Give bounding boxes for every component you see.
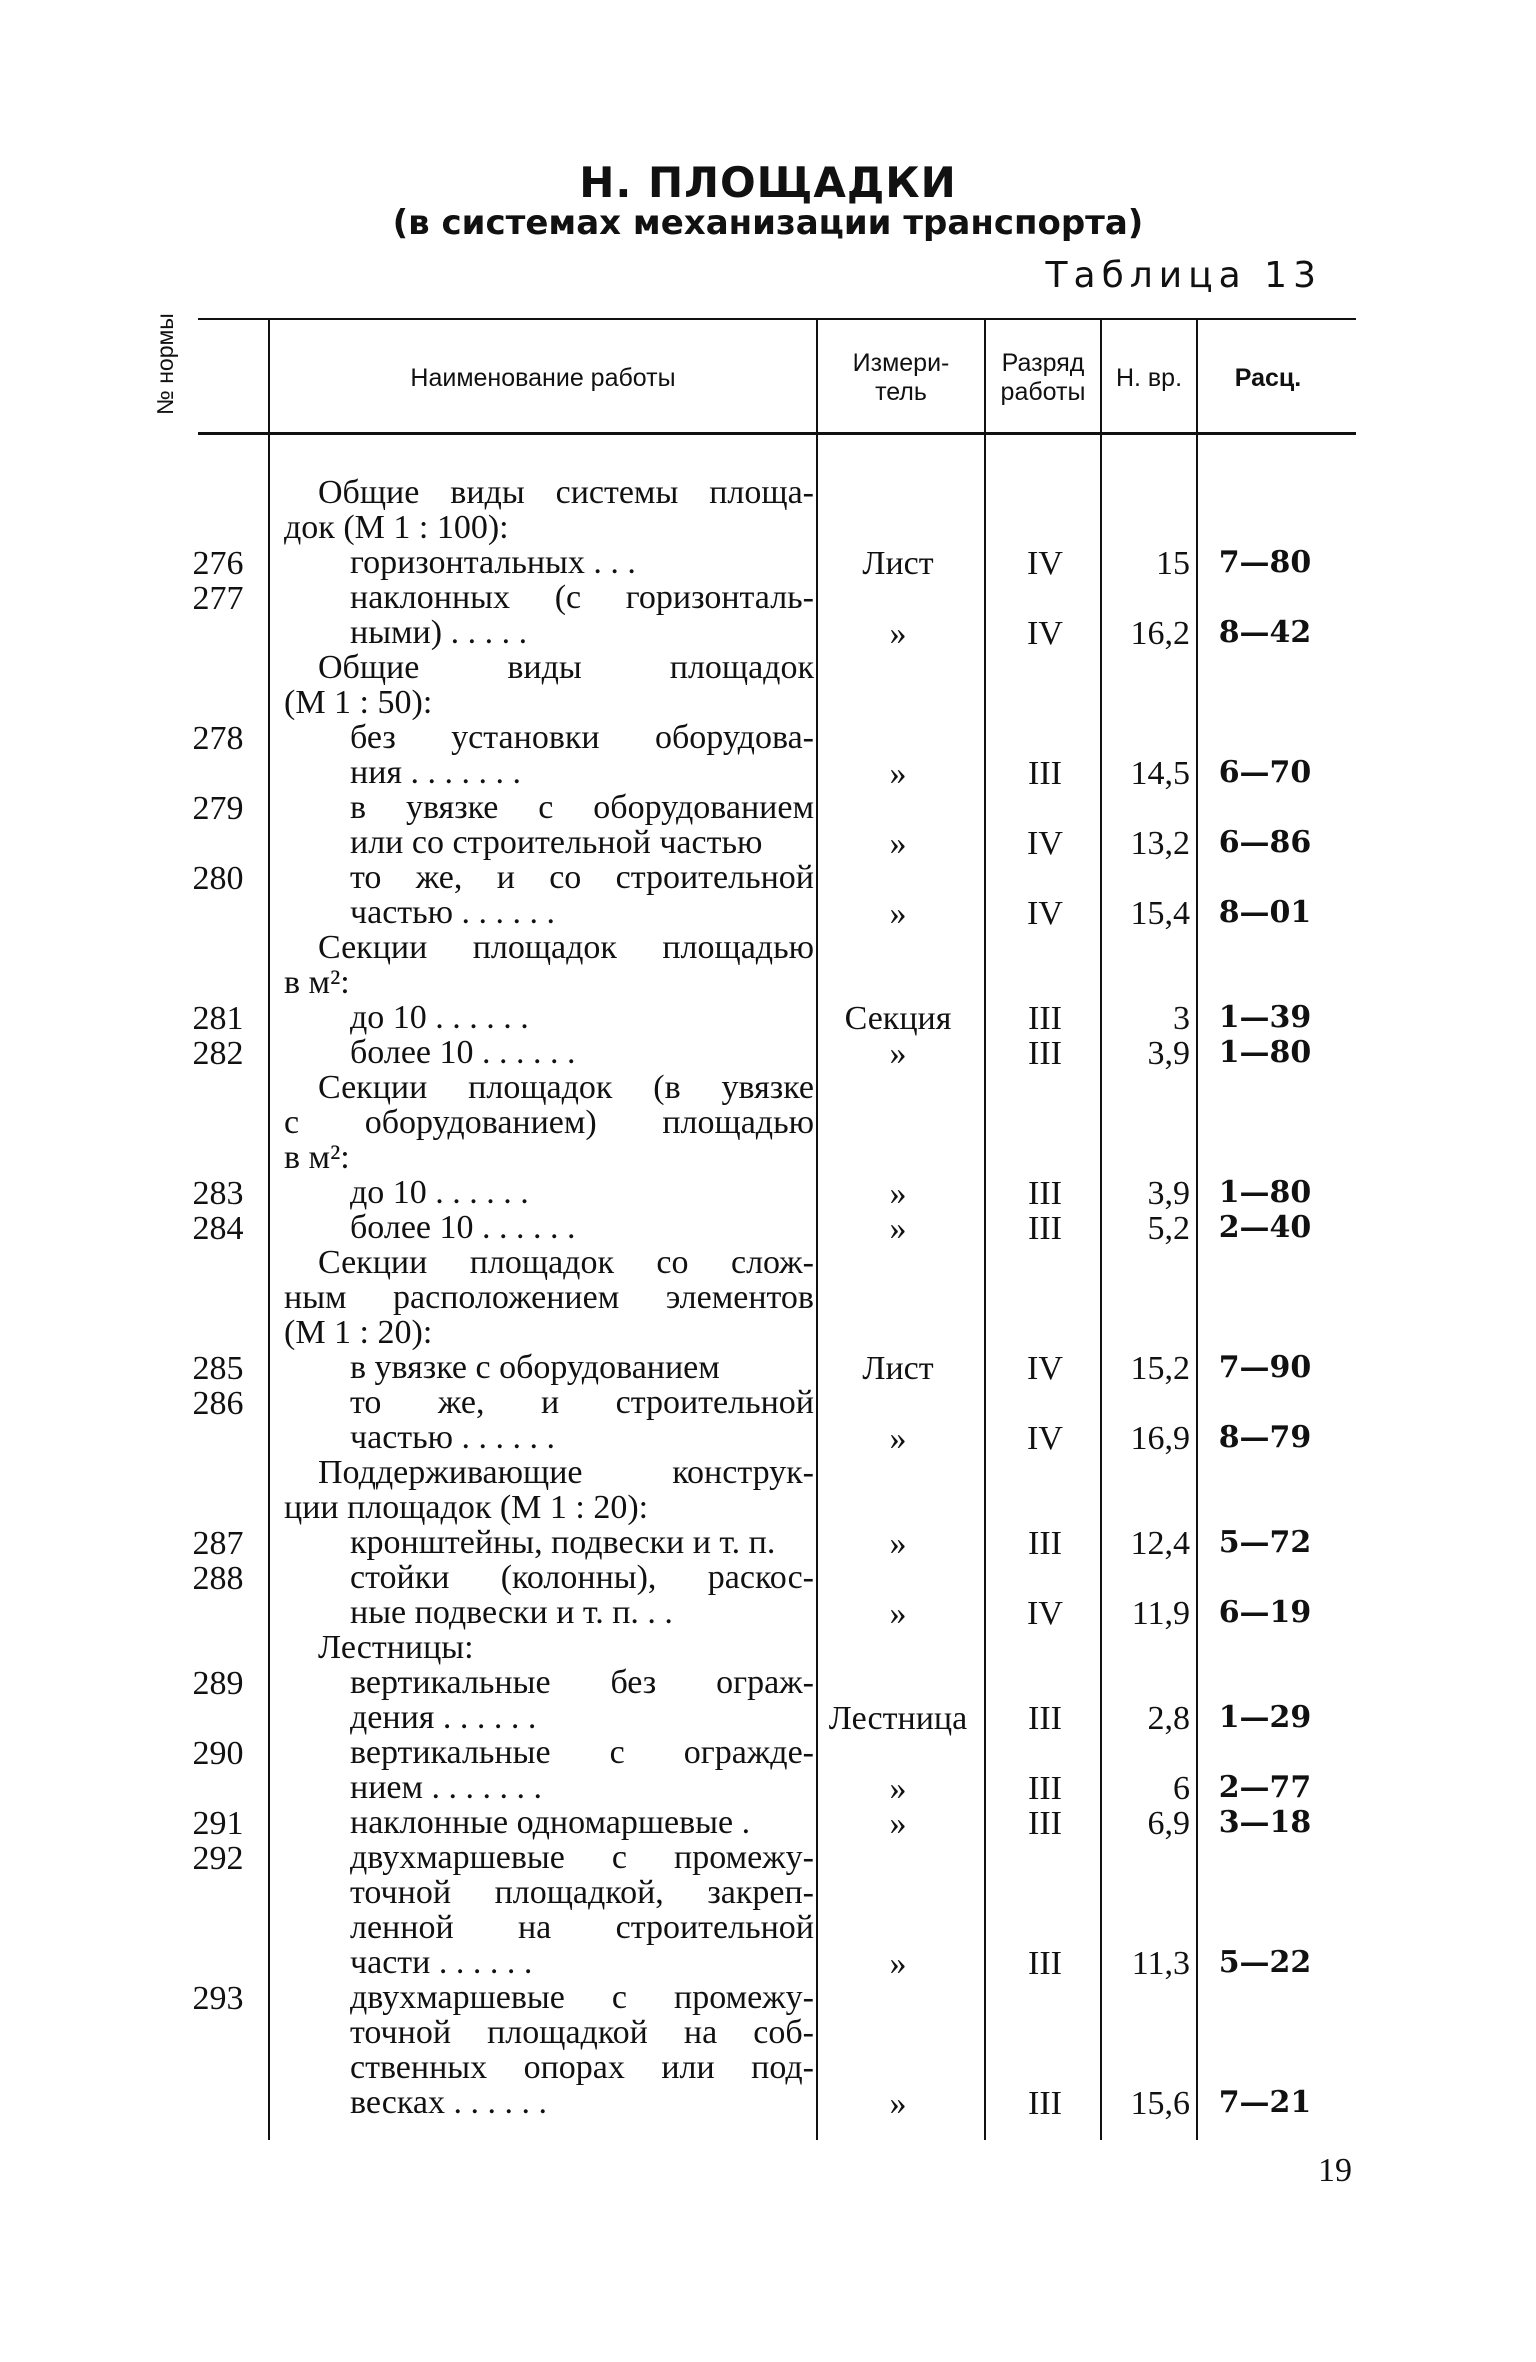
rate: 1—80: [1218, 1035, 1312, 1070]
header-name: Наименование работы: [410, 363, 676, 392]
time-norm: 3,9: [1147, 1175, 1190, 1212]
text-line: стойки (колонны), раскос-: [350, 1560, 814, 1595]
work-name: [284, 580, 814, 650]
norm-number: 285: [192, 1350, 244, 1387]
measure-unit: Лист: [862, 545, 934, 582]
measure-unit: »: [889, 1945, 907, 1982]
norm-number: 290: [192, 1735, 244, 1772]
text-line: части . . . . . .: [350, 1945, 533, 1980]
rate: 8—79: [1218, 1420, 1312, 1455]
work-grade: IV: [1027, 895, 1063, 932]
rate: 8—01: [1218, 895, 1312, 930]
group-heading: [284, 1630, 814, 1665]
rate: 8—42: [1218, 615, 1312, 650]
col-divider-measure: [984, 320, 986, 2140]
section-subtitle: (в системах механизации транспорта): [392, 203, 1144, 243]
group-heading: [284, 1455, 814, 1525]
work-name: [284, 1735, 814, 1805]
work-grade: IV: [1027, 1420, 1063, 1457]
work-grade: IV: [1027, 1595, 1063, 1632]
rate: 6—86: [1218, 825, 1312, 860]
work-name: [284, 1000, 814, 1035]
work-grade: IV: [1027, 825, 1063, 862]
text-line: точной площадкой на соб-: [350, 2015, 814, 2050]
work-name: [284, 1175, 814, 1210]
work-grade: III: [1028, 2085, 1062, 2122]
rate: 2—77: [1218, 1770, 1312, 1805]
norm-number: 276: [192, 545, 244, 582]
col-divider-grade: [1100, 320, 1102, 2140]
text-line: Общие виды площадок: [318, 650, 814, 685]
rate: 1—39: [1218, 1000, 1312, 1035]
table-label: Таблица 13: [1045, 255, 1322, 296]
norm-number: 292: [192, 1840, 244, 1877]
col-divider-hours: [1196, 320, 1198, 2140]
work-name: [284, 720, 814, 790]
norm-number: 280: [192, 860, 244, 897]
text-line: наклонных (с горизонталь-: [350, 580, 814, 615]
measure-unit: »: [889, 1175, 907, 1212]
text-line: Секции площадок (в увязке: [318, 1070, 814, 1105]
rate: 7—90: [1218, 1350, 1312, 1385]
norm-number: 293: [192, 1980, 244, 2017]
rate: 1—80: [1218, 1175, 1312, 1210]
text-line: (М 1 : 20):: [284, 1315, 433, 1350]
work-name: [284, 1525, 814, 1560]
time-norm: 2,8: [1147, 1700, 1190, 1737]
text-line: горизонтальных . . .: [350, 545, 636, 580]
text-line: Секции площадок со слож-: [318, 1245, 814, 1280]
time-norm: 15,4: [1130, 895, 1190, 932]
work-name: [284, 790, 814, 860]
work-grade: III: [1028, 1525, 1062, 1562]
work-name: [284, 1665, 814, 1735]
measure-unit: Секция: [844, 1000, 952, 1037]
time-norm: 16,9: [1130, 1420, 1190, 1457]
measure-unit: »: [889, 1210, 907, 1247]
rate: 5—72: [1218, 1525, 1312, 1560]
work-grade: III: [1028, 1770, 1062, 1807]
text-line: Секции площадок площадью: [318, 930, 814, 965]
measure-unit: »: [889, 755, 907, 792]
text-line: в м²:: [284, 1140, 350, 1175]
time-norm: 11,3: [1131, 1945, 1190, 1982]
norm-number: 291: [192, 1805, 244, 1842]
measure-unit: »: [889, 615, 907, 652]
text-line: более 10 . . . . . .: [350, 1035, 576, 1070]
measure-unit: »: [889, 2085, 907, 2122]
text-line: ным расположением элементов: [284, 1280, 814, 1315]
header-hours: Н. вр.: [1115, 363, 1183, 392]
text-line: нием . . . . . . .: [350, 1770, 542, 1805]
time-norm: 12,4: [1130, 1525, 1190, 1562]
norm-number: 288: [192, 1560, 244, 1597]
norm-number: 277: [192, 580, 244, 617]
text-line: кронштейны, подвески и т. п.: [350, 1525, 776, 1560]
work-grade: III: [1028, 1945, 1062, 1982]
rate: 6—70: [1218, 755, 1312, 790]
header-num: № нормы: [152, 313, 178, 415]
measure-unit: Лист: [862, 1350, 934, 1387]
rate: 3—18: [1218, 1805, 1312, 1840]
work-grade: III: [1028, 1700, 1062, 1737]
text-line: вертикальные с огражде-: [350, 1735, 814, 1770]
norm-number: 279: [192, 790, 244, 827]
time-norm: 5,2: [1147, 1210, 1190, 1247]
header-pay: Расц.: [1234, 363, 1302, 392]
norm-number: 278: [192, 720, 244, 757]
work-name: [284, 1210, 814, 1245]
text-line: ные подвески и т. п. . .: [350, 1595, 673, 1630]
text-line: дения . . . . . .: [350, 1700, 537, 1735]
text-line: (М 1 : 50):: [284, 685, 433, 720]
work-grade: III: [1028, 1210, 1062, 1247]
section-title: Н. ПЛОЩАДКИ: [579, 158, 957, 207]
rate: 7—21: [1218, 2085, 1312, 2120]
norm-number: 283: [192, 1175, 244, 1212]
work-grade: III: [1028, 1000, 1062, 1037]
rate: 6—19: [1218, 1595, 1312, 1630]
measure-unit: »: [889, 1595, 907, 1632]
measure-unit: »: [889, 1770, 907, 1807]
time-norm: 15: [1156, 545, 1190, 582]
text-line: док (М 1 : 100):: [284, 510, 509, 545]
text-line: до 10 . . . . . .: [350, 1000, 529, 1035]
work-grade: III: [1028, 1175, 1062, 1212]
work-name: [284, 860, 814, 930]
time-norm: 11,9: [1131, 1595, 1190, 1632]
text-line: в увязке с оборудованием: [350, 1350, 720, 1385]
work-name: [284, 1035, 814, 1070]
text-line: или со строительной частью: [350, 825, 763, 860]
text-line: частью . . . . . .: [350, 1420, 556, 1455]
text-line: ственных опорах или под-: [350, 2050, 814, 2085]
table-top-rule: [198, 318, 1356, 320]
text-line: с оборудованием) площадью: [284, 1105, 814, 1140]
work-name: [284, 1840, 814, 1980]
work-grade: III: [1028, 1035, 1062, 1072]
measure-unit: »: [889, 1525, 907, 1562]
measure-unit: »: [889, 825, 907, 862]
work-name: [284, 1350, 814, 1385]
text-line: то же, и строительной: [350, 1385, 814, 1420]
work-grade: IV: [1027, 1350, 1063, 1387]
norm-number: 284: [192, 1210, 244, 1247]
text-line: наклонные одномаршевые .: [350, 1805, 751, 1840]
page-number: 19: [1318, 2152, 1352, 2189]
norm-number: 287: [192, 1525, 244, 1562]
measure-unit: Лестница: [828, 1700, 968, 1737]
work-name: [284, 1385, 814, 1455]
rate: 7—80: [1218, 545, 1312, 580]
text-line: точной площадкой, закреп-: [350, 1875, 814, 1910]
header-grade: Разряд работы: [1000, 349, 1086, 406]
col-divider-num: [268, 320, 270, 2140]
time-norm: 15,2: [1130, 1350, 1190, 1387]
norm-number: 286: [192, 1385, 244, 1422]
measure-unit: »: [889, 1805, 907, 1842]
work-name: [284, 1980, 814, 2120]
measure-unit: »: [889, 1035, 907, 1072]
measure-unit: »: [889, 1420, 907, 1457]
work-grade: IV: [1027, 615, 1063, 652]
work-grade: IV: [1027, 545, 1063, 582]
time-norm: 15,6: [1130, 2085, 1190, 2122]
header-measure: Измери- тель: [852, 349, 950, 406]
norm-number: 281: [192, 1000, 244, 1037]
group-heading: [284, 650, 814, 720]
text-line: ции площадок (М 1 : 20):: [284, 1490, 649, 1525]
time-norm: 14,5: [1130, 755, 1190, 792]
group-heading: [284, 475, 814, 545]
time-norm: 3,9: [1147, 1035, 1190, 1072]
work-grade: III: [1028, 755, 1062, 792]
rate: 5—22: [1218, 1945, 1312, 1980]
text-line: ленной на строительной: [350, 1910, 814, 1945]
group-heading: [284, 1245, 814, 1350]
work-name: [284, 545, 814, 580]
rate: 1—29: [1218, 1700, 1312, 1735]
text-line: частью . . . . . .: [350, 895, 556, 930]
measure-unit: »: [889, 895, 907, 932]
text-line: Поддерживающие конструк-: [318, 1455, 814, 1490]
time-norm: 3: [1173, 1000, 1190, 1037]
time-norm: 6,9: [1147, 1805, 1190, 1842]
time-norm: 16,2: [1130, 615, 1190, 652]
time-norm: 6: [1173, 1770, 1190, 1807]
work-name: [284, 1560, 814, 1630]
text-line: вертикальные без ограж-: [350, 1665, 814, 1700]
group-heading: [284, 1070, 814, 1175]
text-line: в увязке с оборудованием: [350, 790, 814, 825]
text-line: без установки оборудова-: [350, 720, 814, 755]
work-name: [284, 1805, 814, 1840]
text-line: весках . . . . . .: [350, 2085, 547, 2120]
rate: 2—40: [1218, 1210, 1312, 1245]
text-line: ния . . . . . . .: [350, 755, 522, 790]
text-line: двухмаршевые с промежу-: [350, 1980, 814, 2015]
text-line: двухмаршевые с промежу-: [350, 1840, 814, 1875]
text-line: до 10 . . . . . .: [350, 1175, 529, 1210]
group-heading: [284, 930, 814, 1000]
text-line: ными) . . . . .: [350, 615, 528, 650]
time-norm: 13,2: [1130, 825, 1190, 862]
text-line: Лестницы:: [318, 1630, 474, 1665]
norm-number: 282: [192, 1035, 244, 1072]
text-line: Общие виды системы площа-: [318, 475, 814, 510]
text-line: то же, и со строительной: [350, 860, 814, 895]
norm-number: 289: [192, 1665, 244, 1702]
text-line: более 10 . . . . . .: [350, 1210, 576, 1245]
text-line: в м²:: [284, 965, 350, 1000]
work-grade: III: [1028, 1805, 1062, 1842]
